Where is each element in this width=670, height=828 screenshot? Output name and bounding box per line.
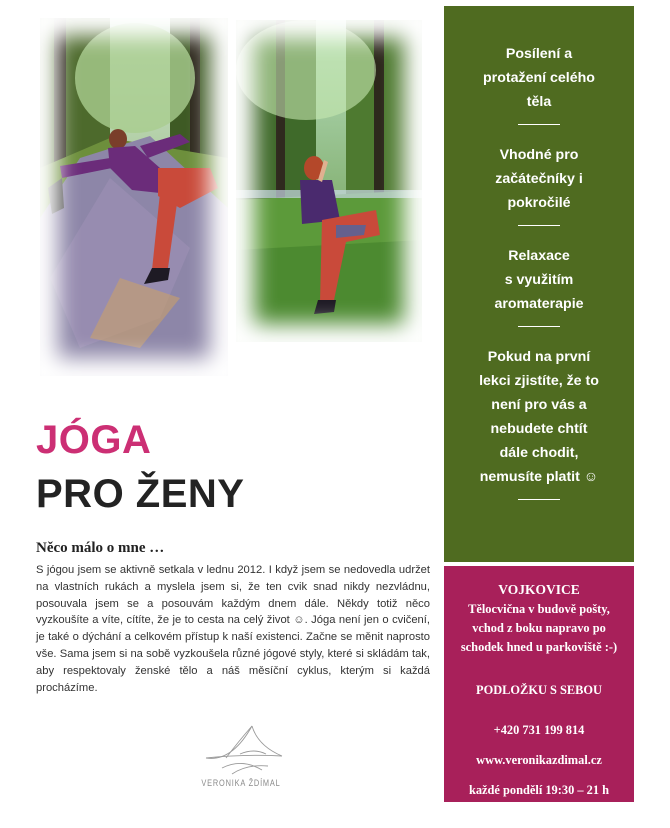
separator-line [518,225,560,226]
about-text: S jógou jsem se aktivně setkala v lednu 2012. I když jsem se nedovedla udržet na vlastních rukách a myslela jsem si, že ten cvik snad nikdy nezvládnu, posouvala jsem se a posouvám každým dnem dále. Někdy totiž něco vyzkoušíte a víte, cítíte, že je to cesta na celý život ☺. Jóga není jen o cvičení, je také o dýchání a celkovém přístup k naší existenci. Začne se měnit naprosto vše. Sama jsem si na sobě vyzkoušela různé jógové styly, které si skládám tak, aby respektovaly ženské tělo a náš měsíční cyklus, kterým si každá procházíme. [36,564,430,694]
feature-line: aromaterapie [494,296,584,312]
bring-mat-note: PODLOŽKU S SEBOU [476,683,602,697]
feature-line: dále chodit, [499,445,579,461]
feature-line: protažení celého [483,70,595,86]
feature-line: Pokud na první [487,349,591,365]
feature-line: začátečníky i [495,171,583,187]
photo-tree-pose-image [236,20,422,342]
feature-line: nebudete chtít [490,421,588,437]
venue-description [444,600,634,657]
venue-line: vchod z boku napravo po [472,621,606,635]
benefits-panel [444,6,634,562]
separator-line [518,326,560,327]
photo-tree-pose [236,20,422,342]
feature-item [459,244,619,316]
feature-line: Vhodné pro [499,147,579,163]
about-heading: Něco málo o mne … [36,540,165,556]
feature-line: lekci zjistíte, že to [479,373,599,389]
feature-item [459,42,619,114]
title-joga: JÓGA [36,418,152,462]
town-name: VOJKOVICE [498,582,580,597]
feature-item [459,143,619,215]
logo-text: VERONIKA ŽDÍMAL [201,778,281,788]
title-pro-zeny: PRO ŽENY [36,472,245,516]
separator-line [518,124,560,125]
feature-line: s využitím [504,272,574,288]
feature-line: není pro vás a [491,397,587,413]
feature-item [459,345,619,489]
lotus-logo-icon [192,718,286,778]
venue-line: Tělocvična v budově pošty, [468,602,610,616]
separator-line [518,499,560,500]
feature-line: pokročilé [507,195,571,211]
feature-line: Posílení a [505,46,573,62]
feature-line: těla [526,94,552,110]
photo-dancer-pose-image [40,18,228,376]
feature-line: nemusíte platit ☺ [479,469,599,485]
website-address: www.veronikazdimal.cz [476,753,602,767]
venue-line: schodek hned u parkoviště :-) [460,640,618,654]
phone-number: +420 731 199 814 [493,723,585,737]
class-schedule: každé pondělí 19:30 – 21 h [468,783,610,797]
info-panel [444,566,634,802]
photo-dancer-pose [40,18,228,376]
feature-line: Relaxace [508,248,570,264]
